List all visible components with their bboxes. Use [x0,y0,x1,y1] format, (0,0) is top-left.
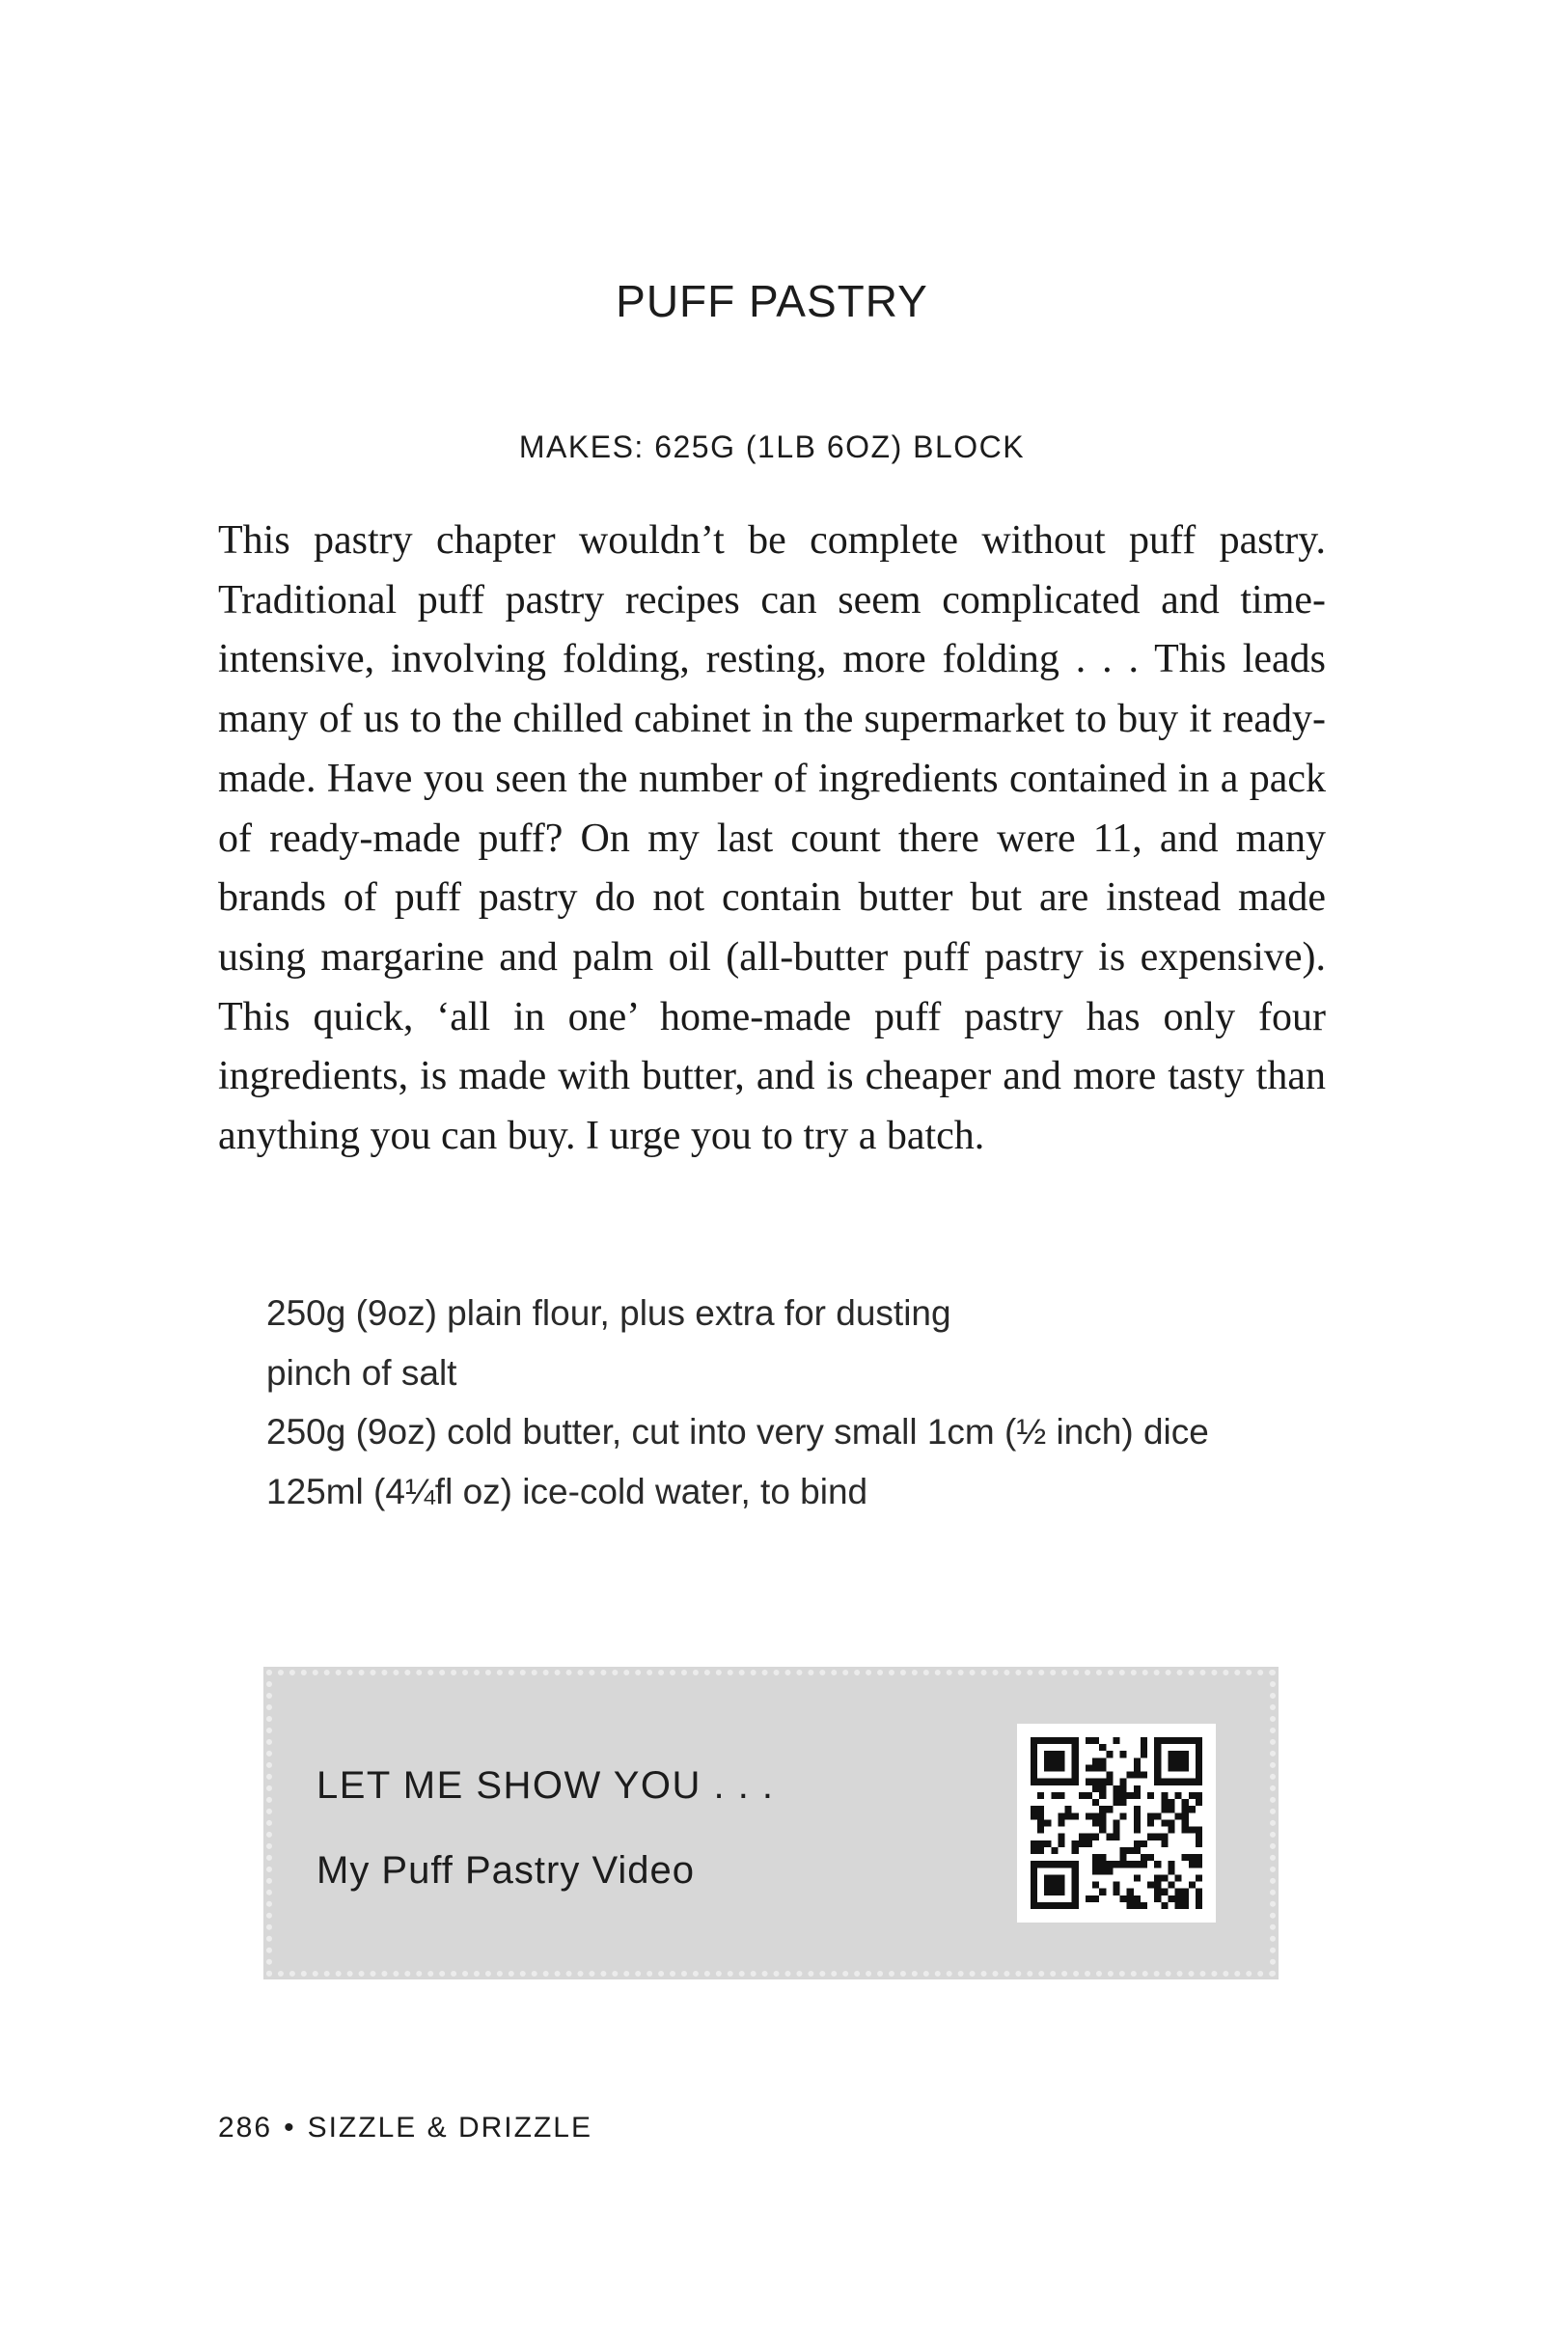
ingredient-item: 250g (9oz) plain flour, plus extra for dusting [266,1293,951,1333]
video-callout-heading: LET ME SHOW YOU . . . [316,1764,775,1807]
recipe-yield: MAKES: 625G (1LB 6OZ) BLOCK [518,429,1026,464]
page-footer [218,2112,592,2144]
ingredient-item: 125ml (4¼fl oz) ice-cold water, to bind [266,1471,868,1511]
book-title: SIZZLE & DRIZZLE [307,2112,592,2144]
footer-separator: • [284,2112,296,2144]
video-callout-box [266,1670,1276,1977]
ingredient-item: pinch of salt [266,1352,457,1393]
ingredient-list [266,1284,1231,1521]
qr-code-icon[interactable] [1017,1724,1216,1923]
page-number: 286 [218,2112,273,2144]
page-title: PUFF PASTRY [616,276,928,326]
qr-code-graphic [1031,1737,1202,1909]
recipe-intro: This pastry chapter wouldn’t be complete without puff pastry. Traditional puff pastry recipes can seem complicated and time-intensive, involving folding, resting, more folding . . . This leads many of us to the chilled cabinet in the supermarket to buy it ready-made. Have you seen the number of ingredients contained in a pack of ready-made puff? On my last count there were 11, and many brands of puff pastry do not contain butter but are instead made using margarine and palm oil (all-butter puff pastry is expensive). This quick, ‘all in one’ home-made puff pastry has only four ingredients, is made with butter, and is cheaper and more tasty than anything you can buy. I urge you to try a batch. [218,518,1326,1159]
ingredient-item: 250g (9oz) cold butter, cut into very small 1cm (½ inch) dice [266,1412,1209,1452]
video-link[interactable]: My Puff Pastry Video [316,1849,696,1892]
